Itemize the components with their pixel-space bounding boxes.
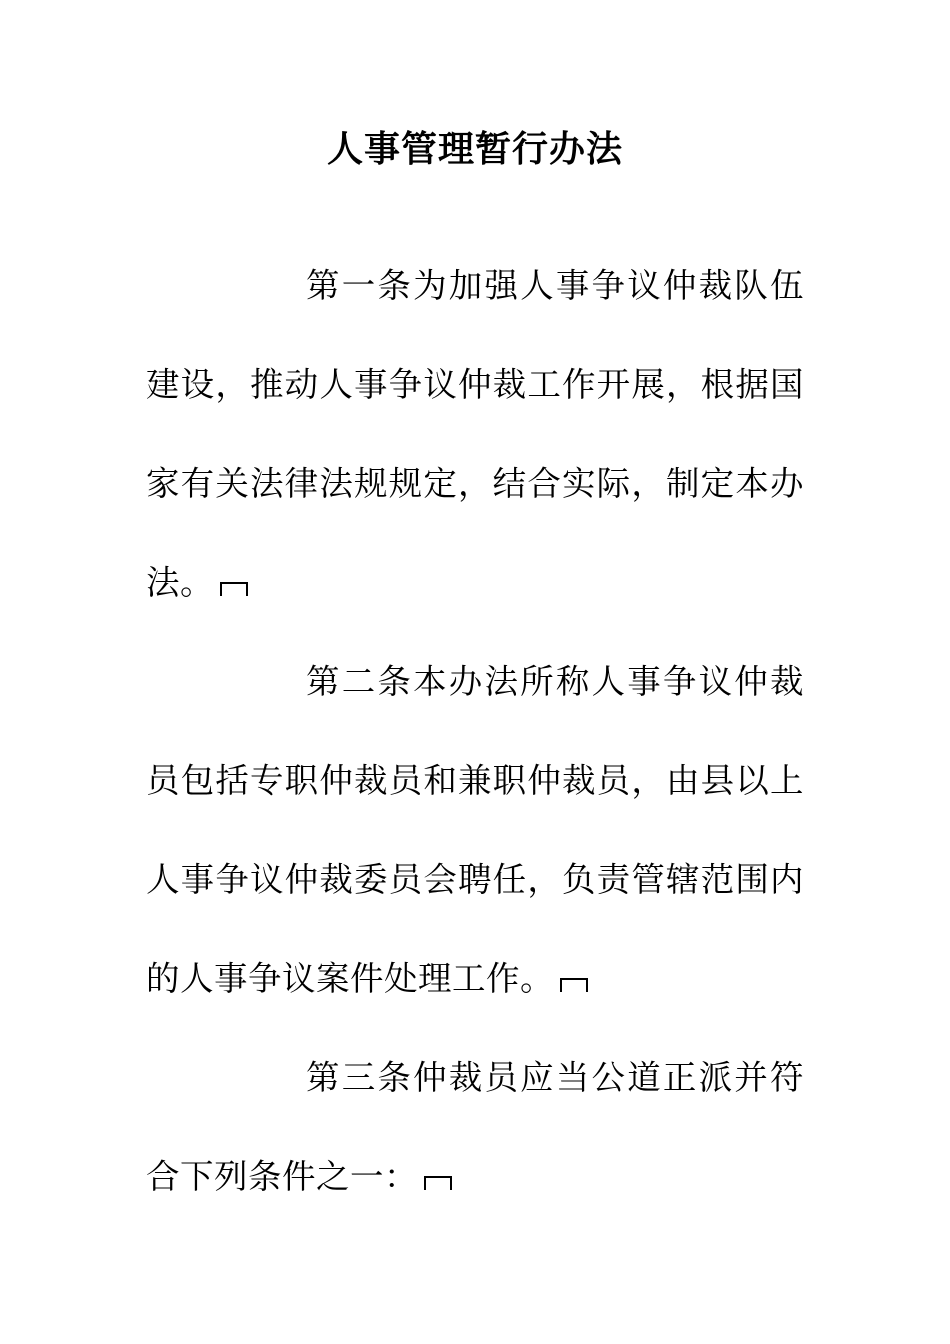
paragraph-mark-icon [220,582,248,596]
article-paragraph-2 [146,632,804,1028]
document-title: 人事管理暂行办法 [326,129,623,170]
paragraph-mark-icon [560,978,588,992]
article-3-text: 第三条仲裁员应当公道正派并符合下列条件之一： [146,1058,804,1196]
article-paragraph-3 [146,1028,804,1226]
document-body [146,236,804,1226]
article-1-text: 第一条为加强人事争议仲裁队伍建设，推动人事争议仲裁工作开展，根据国家有关法律法规规定，结合实际，制定本办法。 [146,266,804,602]
article-paragraph-1 [146,236,804,632]
article-2-text: 第二条本办法所称人事争议仲裁员包括专职仲裁员和兼职仲裁员，由县以上人事争议仲裁委员会聘任，负责管辖范围内的人事争议案件处理工作。 [146,662,804,998]
paragraph-mark-icon [424,1176,452,1190]
